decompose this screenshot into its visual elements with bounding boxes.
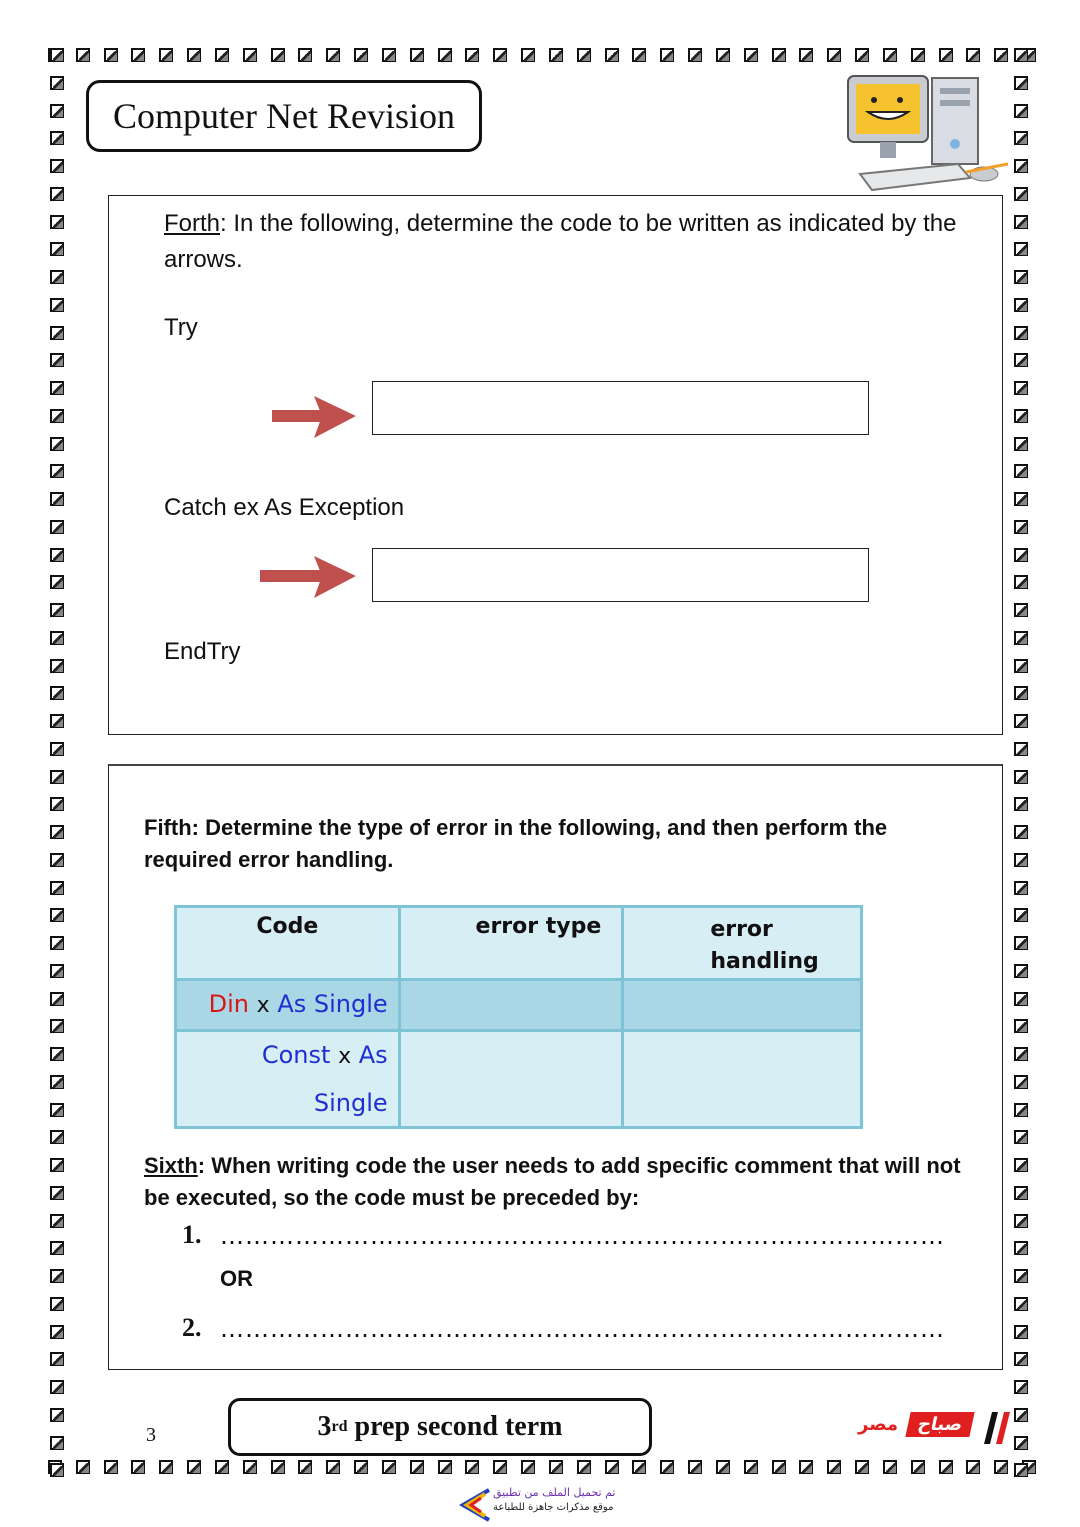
column-header-error-handling: error handling bbox=[623, 907, 862, 980]
border-square bbox=[1014, 381, 1028, 395]
border-square bbox=[50, 548, 64, 562]
border-square bbox=[660, 1460, 674, 1474]
border-square bbox=[1014, 992, 1028, 1006]
border-square bbox=[1014, 1463, 1028, 1477]
border-square bbox=[50, 1463, 64, 1477]
border-square bbox=[50, 520, 64, 534]
item-number: 1. bbox=[182, 1220, 202, 1249]
border-square bbox=[104, 1460, 118, 1474]
border-square bbox=[50, 1380, 64, 1394]
border-square bbox=[1014, 409, 1028, 423]
grade-suffix: rd bbox=[331, 1418, 348, 1435]
border-square bbox=[354, 48, 368, 62]
border-square bbox=[50, 1269, 64, 1283]
border-square bbox=[716, 1460, 730, 1474]
border-square bbox=[50, 1436, 64, 1450]
border-square bbox=[1014, 1269, 1028, 1283]
border-square bbox=[772, 48, 786, 62]
border-square bbox=[243, 1460, 257, 1474]
border-square bbox=[50, 464, 64, 478]
border-square bbox=[50, 1130, 64, 1144]
try-answer-box[interactable] bbox=[372, 381, 869, 435]
border-square bbox=[50, 353, 64, 367]
border-square bbox=[438, 1460, 452, 1474]
border-square bbox=[50, 797, 64, 811]
border-square bbox=[1014, 48, 1028, 62]
border-square bbox=[50, 881, 64, 895]
page-border-bottom bbox=[48, 1460, 1036, 1482]
border-square bbox=[1014, 548, 1028, 562]
border-square bbox=[688, 48, 702, 62]
border-square bbox=[1014, 742, 1028, 756]
border-square bbox=[1014, 686, 1028, 700]
page-border-right bbox=[1014, 48, 1036, 1478]
border-square bbox=[1014, 353, 1028, 367]
fourth-instruction-text: : In the following, determine the code to be written as indicated by the arrows. bbox=[164, 210, 957, 273]
border-square bbox=[50, 853, 64, 867]
border-square bbox=[159, 1460, 173, 1474]
border-square bbox=[1014, 159, 1028, 173]
border-square bbox=[632, 1460, 646, 1474]
border-square bbox=[50, 1186, 64, 1200]
sixth-label: Sixth bbox=[144, 1153, 198, 1178]
sixth-instruction bbox=[144, 1150, 964, 1214]
answer-blank-2[interactable]: …………………………………………………………………………… bbox=[220, 1315, 945, 1343]
publisher-logo bbox=[858, 1410, 1018, 1446]
border-square bbox=[50, 437, 64, 451]
border-square bbox=[966, 1460, 980, 1474]
border-square bbox=[410, 1460, 424, 1474]
border-square bbox=[1014, 631, 1028, 645]
border-square bbox=[50, 631, 64, 645]
border-square bbox=[50, 1158, 64, 1172]
border-square bbox=[716, 48, 730, 62]
border-square bbox=[131, 48, 145, 62]
border-square bbox=[243, 48, 257, 62]
border-square bbox=[50, 131, 64, 145]
border-square bbox=[50, 242, 64, 256]
border-square bbox=[1014, 298, 1028, 312]
column-header-error-type: error type bbox=[399, 907, 623, 980]
border-square bbox=[1014, 1130, 1028, 1144]
border-square bbox=[50, 1214, 64, 1228]
border-square bbox=[1014, 187, 1028, 201]
border-square bbox=[215, 48, 229, 62]
border-square bbox=[827, 1460, 841, 1474]
border-square bbox=[326, 48, 340, 62]
border-square bbox=[1014, 1103, 1028, 1117]
border-square bbox=[521, 1460, 535, 1474]
border-square bbox=[688, 1460, 702, 1474]
page-border-top bbox=[48, 48, 1036, 70]
border-square bbox=[1014, 797, 1028, 811]
border-square bbox=[521, 48, 535, 62]
border-square bbox=[883, 48, 897, 62]
bottom-logo-line2: موقع مذكرات جاهزة للطباعة bbox=[493, 1502, 614, 1513]
table-row bbox=[176, 1031, 862, 1128]
border-square bbox=[271, 1460, 285, 1474]
border-square bbox=[50, 742, 64, 756]
error-handling-cell[interactable] bbox=[623, 980, 862, 1031]
border-square bbox=[605, 1460, 619, 1474]
grade-text: prep second term bbox=[347, 1411, 563, 1442]
border-square bbox=[1014, 1352, 1028, 1366]
border-square bbox=[50, 104, 64, 118]
border-square bbox=[50, 603, 64, 617]
border-square bbox=[994, 1460, 1008, 1474]
border-square bbox=[1014, 714, 1028, 728]
download-source-logo bbox=[455, 1484, 625, 1524]
border-square bbox=[104, 48, 118, 62]
code-line-try: Try bbox=[164, 314, 198, 341]
border-square bbox=[1014, 881, 1028, 895]
border-square bbox=[744, 48, 758, 62]
border-square bbox=[298, 1460, 312, 1474]
bottom-logo-line1: تم تحميل الملف من تطبيق bbox=[493, 1486, 616, 1499]
border-square bbox=[577, 48, 591, 62]
border-square bbox=[50, 159, 64, 173]
item-number: 2. bbox=[182, 1313, 202, 1342]
border-square bbox=[855, 48, 869, 62]
border-square bbox=[382, 1460, 396, 1474]
fourth-instruction bbox=[164, 206, 964, 278]
code-keyword: Const bbox=[261, 1041, 331, 1069]
page-number: 3 bbox=[146, 1424, 156, 1446]
border-square bbox=[50, 76, 64, 90]
border-square bbox=[1014, 1047, 1028, 1061]
border-square bbox=[1014, 1297, 1028, 1311]
border-square bbox=[131, 1460, 145, 1474]
border-square bbox=[1014, 464, 1028, 478]
border-square bbox=[438, 48, 452, 62]
border-square bbox=[493, 48, 507, 62]
border-square bbox=[50, 270, 64, 284]
code-cell bbox=[176, 980, 400, 1031]
arrow-right-icon bbox=[270, 392, 358, 442]
border-square bbox=[911, 48, 925, 62]
border-square bbox=[549, 48, 563, 62]
error-type-cell[interactable] bbox=[399, 1031, 623, 1128]
error-type-cell[interactable] bbox=[399, 980, 623, 1031]
border-square bbox=[1014, 936, 1028, 950]
border-square bbox=[1014, 520, 1028, 534]
border-square bbox=[298, 48, 312, 62]
logo-text-left: صباح bbox=[905, 1412, 975, 1437]
grade-number: 3 bbox=[317, 1411, 332, 1442]
border-square bbox=[632, 48, 646, 62]
border-square bbox=[465, 1460, 479, 1474]
code-identifier: x bbox=[338, 1044, 352, 1069]
border-square bbox=[50, 215, 64, 229]
border-square bbox=[50, 1325, 64, 1339]
border-square bbox=[50, 936, 64, 950]
border-square bbox=[410, 48, 424, 62]
border-square bbox=[799, 1460, 813, 1474]
border-square bbox=[50, 1241, 64, 1255]
fourth-label: Forth bbox=[164, 210, 221, 237]
border-square bbox=[465, 48, 479, 62]
chevron-left-logo-icon bbox=[455, 1488, 493, 1522]
border-square bbox=[939, 1460, 953, 1474]
border-square bbox=[966, 48, 980, 62]
table-header-row bbox=[176, 907, 862, 980]
border-square bbox=[50, 1047, 64, 1061]
border-square bbox=[354, 1460, 368, 1474]
border-square bbox=[660, 48, 674, 62]
border-square bbox=[1014, 131, 1028, 145]
border-square bbox=[187, 48, 201, 62]
border-square bbox=[1014, 853, 1028, 867]
border-square bbox=[187, 1460, 201, 1474]
border-square bbox=[50, 187, 64, 201]
border-square bbox=[50, 686, 64, 700]
border-square bbox=[1014, 825, 1028, 839]
border-square bbox=[1014, 1325, 1028, 1339]
border-square bbox=[50, 770, 64, 784]
border-square bbox=[159, 48, 173, 62]
or-label: OR bbox=[220, 1266, 253, 1291]
border-square bbox=[50, 992, 64, 1006]
border-square bbox=[799, 48, 813, 62]
fifth-instruction: Fifth: Determine the type of error in the following, and then perform the required error handling. bbox=[144, 815, 888, 872]
border-square bbox=[1014, 1380, 1028, 1394]
border-square bbox=[326, 1460, 340, 1474]
computer-icon bbox=[840, 74, 1010, 196]
border-square bbox=[50, 381, 64, 395]
code-cell bbox=[176, 1031, 400, 1128]
border-square bbox=[1014, 215, 1028, 229]
border-square bbox=[911, 1460, 925, 1474]
column-header-code: Code bbox=[176, 907, 400, 980]
border-square bbox=[1014, 1186, 1028, 1200]
border-square bbox=[271, 48, 285, 62]
border-square bbox=[1014, 603, 1028, 617]
error-table bbox=[174, 905, 863, 1129]
answer-blank-1[interactable]: …………………………………………………………………………… bbox=[220, 1222, 945, 1250]
border-square bbox=[50, 964, 64, 978]
page-title: Computer Net Revision bbox=[86, 80, 482, 152]
border-square bbox=[1014, 964, 1028, 978]
border-square bbox=[1014, 104, 1028, 118]
border-square bbox=[1014, 242, 1028, 256]
border-square bbox=[50, 1297, 64, 1311]
error-handling-cell[interactable] bbox=[623, 1031, 862, 1128]
border-square bbox=[493, 1460, 507, 1474]
sixth-instruction-text: : When writing code the user needs to add specific comment that will not be executed, so the code must be preceded by: bbox=[144, 1153, 961, 1210]
border-square bbox=[382, 48, 396, 62]
border-square bbox=[1014, 1019, 1028, 1033]
border-square bbox=[1014, 575, 1028, 589]
border-square bbox=[1014, 1158, 1028, 1172]
border-square bbox=[605, 48, 619, 62]
code-keyword: As bbox=[358, 1041, 388, 1069]
border-square bbox=[1014, 437, 1028, 451]
border-square bbox=[50, 1408, 64, 1422]
border-square bbox=[50, 298, 64, 312]
border-square bbox=[1014, 1214, 1028, 1228]
code-keyword: Single bbox=[313, 1089, 388, 1117]
border-square bbox=[994, 48, 1008, 62]
border-square bbox=[1014, 908, 1028, 922]
arrow-right-icon bbox=[258, 552, 358, 602]
border-square bbox=[855, 1460, 869, 1474]
border-square bbox=[50, 1352, 64, 1366]
border-square bbox=[549, 1460, 563, 1474]
border-square bbox=[76, 1460, 90, 1474]
border-square bbox=[50, 1075, 64, 1089]
page-border-left bbox=[50, 48, 72, 1478]
border-square bbox=[1014, 770, 1028, 784]
logo-stripes-icon bbox=[984, 1410, 1018, 1446]
logo-text-right: مصر bbox=[858, 1414, 899, 1435]
border-square bbox=[50, 908, 64, 922]
border-square bbox=[827, 48, 841, 62]
border-square bbox=[883, 1460, 897, 1474]
border-square bbox=[50, 714, 64, 728]
border-square bbox=[1014, 1241, 1028, 1255]
catch-answer-box[interactable] bbox=[372, 548, 869, 602]
border-square bbox=[939, 48, 953, 62]
grade-label bbox=[228, 1398, 652, 1456]
table-row bbox=[176, 980, 862, 1031]
code-keyword: Din bbox=[208, 990, 249, 1018]
border-square bbox=[1014, 492, 1028, 506]
code-keyword: As Single bbox=[277, 990, 388, 1018]
border-square bbox=[50, 1019, 64, 1033]
border-square bbox=[50, 326, 64, 340]
border-square bbox=[577, 1460, 591, 1474]
border-square bbox=[1014, 659, 1028, 673]
code-identifier: x bbox=[256, 993, 270, 1018]
border-square bbox=[1014, 1075, 1028, 1089]
border-square bbox=[1014, 76, 1028, 90]
code-line-catch: Catch ex As Exception bbox=[164, 494, 405, 521]
border-square bbox=[50, 1103, 64, 1117]
border-square bbox=[744, 1460, 758, 1474]
border-square bbox=[1014, 326, 1028, 340]
border-square bbox=[50, 48, 64, 62]
border-square bbox=[50, 492, 64, 506]
border-square bbox=[1014, 270, 1028, 284]
border-square bbox=[50, 409, 64, 423]
border-square bbox=[50, 575, 64, 589]
border-square bbox=[772, 1460, 786, 1474]
border-square bbox=[76, 48, 90, 62]
border-square bbox=[215, 1460, 229, 1474]
border-square bbox=[50, 825, 64, 839]
code-line-endtry: EndTry bbox=[164, 638, 241, 665]
border-square bbox=[50, 659, 64, 673]
